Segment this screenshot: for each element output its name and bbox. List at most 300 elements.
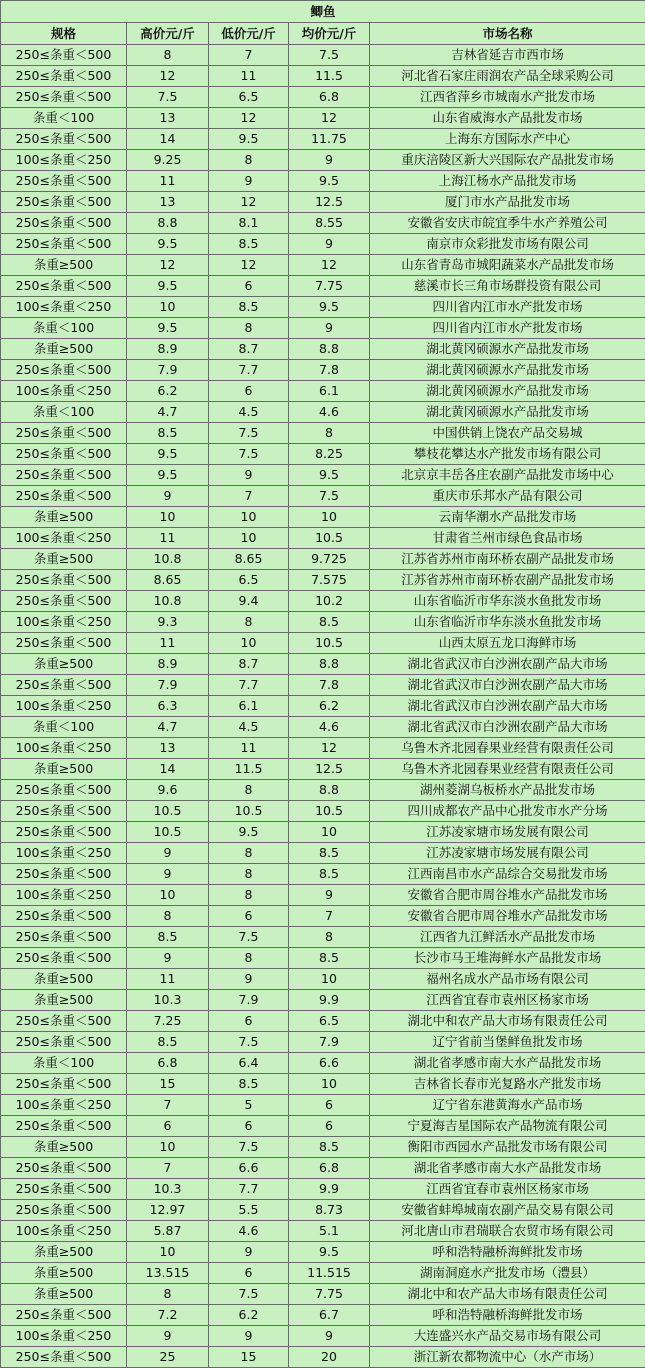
cell-spec: 250≤条重＜500: [1, 864, 127, 885]
cell-high-price: 9: [127, 1326, 209, 1347]
table-row: [1, 738, 645, 759]
cell-market-name: 安徽省蚌埠城南农副产品交易有限公司: [370, 1200, 645, 1221]
cell-spec: 250≤条重＜500: [1, 276, 127, 297]
table-row: [1, 1053, 645, 1074]
table-row: [1, 822, 645, 843]
cell-high-price: 13: [127, 192, 209, 213]
cell-high-price: 8.5: [127, 1032, 209, 1053]
cell-avg-price: 9: [289, 1326, 370, 1347]
cell-spec: 250≤条重＜500: [1, 1305, 127, 1326]
cell-avg-price: 7.5: [289, 486, 370, 507]
cell-spec: 250≤条重＜500: [1, 213, 127, 234]
cell-low-price: 8: [209, 864, 289, 885]
table-row: [1, 507, 645, 528]
table-row: [1, 969, 645, 990]
cell-market-name: 辽宁省东港黄海水产品市场: [370, 1095, 645, 1116]
cell-market-name: 湖州菱湖乌板桥水产品批发市场: [370, 780, 645, 801]
cell-spec: 100≤条重＜250: [1, 612, 127, 633]
cell-spec: 条重≥500: [1, 255, 127, 276]
cell-high-price: 12.97: [127, 1200, 209, 1221]
cell-low-price: 8: [209, 318, 289, 339]
cell-avg-price: 6.1: [289, 381, 370, 402]
table-row: [1, 465, 645, 486]
cell-low-price: 15: [209, 1347, 289, 1368]
table-row: [1, 318, 645, 339]
cell-low-price: 12: [209, 192, 289, 213]
cell-market-name: 河北省石家庄雨润农产品全球采购公司: [370, 66, 645, 87]
cell-market-name: 河北唐山市君瑞联合农贸市场有限公司: [370, 1221, 645, 1242]
cell-market-name: 湖北省孝感市南大水产品批发市场: [370, 1053, 645, 1074]
cell-high-price: 9.5: [127, 234, 209, 255]
table-row: [1, 1116, 645, 1137]
cell-market-name: 江西南昌市水产品综合交易批发市场: [370, 864, 645, 885]
cell-low-price: 8: [209, 612, 289, 633]
cell-avg-price: 10.2: [289, 591, 370, 612]
cell-spec: 条重＜100: [1, 108, 127, 129]
cell-market-name: 山东省临沂市华东淡水鱼批发市场: [370, 591, 645, 612]
table-row: [1, 213, 645, 234]
cell-avg-price: 10.5: [289, 801, 370, 822]
cell-high-price: 7.25: [127, 1011, 209, 1032]
cell-low-price: 6.1: [209, 696, 289, 717]
header-spec: 规格: [1, 23, 127, 45]
table-row: [1, 1242, 645, 1263]
cell-avg-price: 10.5: [289, 633, 370, 654]
cell-market-name: 厦门市水产品批发市场: [370, 192, 645, 213]
cell-low-price: 10: [209, 633, 289, 654]
cell-low-price: 7.7: [209, 360, 289, 381]
cell-avg-price: 10.5: [289, 528, 370, 549]
cell-high-price: 7.9: [127, 675, 209, 696]
table-row: [1, 1095, 645, 1116]
table-row: [1, 297, 645, 318]
table-row: [1, 66, 645, 87]
cell-high-price: 10.8: [127, 591, 209, 612]
cell-spec: 250≤条重＜500: [1, 1116, 127, 1137]
table-row: [1, 1284, 645, 1305]
cell-market-name: 湖北省武汉市白沙洲农副产品大市场: [370, 696, 645, 717]
cell-high-price: 8.9: [127, 339, 209, 360]
cell-low-price: 4.6: [209, 1221, 289, 1242]
cell-spec: 条重＜100: [1, 717, 127, 738]
cell-spec: 条重＜100: [1, 318, 127, 339]
cell-spec: 250≤条重＜500: [1, 423, 127, 444]
cell-high-price: 9.5: [127, 276, 209, 297]
cell-high-price: 8.8: [127, 213, 209, 234]
cell-low-price: 7.9: [209, 990, 289, 1011]
title-row: [1, 1, 645, 23]
cell-low-price: 7.5: [209, 927, 289, 948]
cell-spec: 250≤条重＜500: [1, 192, 127, 213]
cell-low-price: 8: [209, 843, 289, 864]
cell-avg-price: 8.5: [289, 864, 370, 885]
cell-low-price: 8.65: [209, 549, 289, 570]
cell-avg-price: 7.575: [289, 570, 370, 591]
table-row: [1, 801, 645, 822]
cell-spec: 条重≥500: [1, 507, 127, 528]
table-row: [1, 276, 645, 297]
cell-high-price: 9: [127, 843, 209, 864]
cell-spec: 250≤条重＜500: [1, 675, 127, 696]
cell-spec: 条重≥500: [1, 1137, 127, 1158]
table-row: [1, 87, 645, 108]
cell-avg-price: 11.515: [289, 1263, 370, 1284]
cell-market-name: 安徽省合肥市周谷堆水产品批发市场: [370, 906, 645, 927]
cell-low-price: 6: [209, 1116, 289, 1137]
cell-high-price: 8.65: [127, 570, 209, 591]
cell-market-name: 中国供销上饶农产品交易城: [370, 423, 645, 444]
cell-low-price: 9.4: [209, 591, 289, 612]
cell-low-price: 8.7: [209, 339, 289, 360]
cell-avg-price: 12.5: [289, 759, 370, 780]
cell-avg-price: 8: [289, 927, 370, 948]
cell-high-price: 8.5: [127, 927, 209, 948]
table-row: [1, 339, 645, 360]
cell-market-name: 福州名成水产品市场有限公司: [370, 969, 645, 990]
cell-high-price: 10: [127, 297, 209, 318]
cell-high-price: 10: [127, 507, 209, 528]
cell-market-name: 江西省九江鲜活水产品批发市场: [370, 927, 645, 948]
cell-avg-price: 6.7: [289, 1305, 370, 1326]
cell-high-price: 12: [127, 66, 209, 87]
cell-spec: 250≤条重＜500: [1, 66, 127, 87]
cell-low-price: 11.5: [209, 759, 289, 780]
cell-high-price: 9: [127, 948, 209, 969]
cell-low-price: 9.5: [209, 129, 289, 150]
cell-market-name: 甘肃省兰州市绿色食品市场: [370, 528, 645, 549]
cell-market-name: 江苏省苏州市南环桥农副产品批发市场: [370, 549, 645, 570]
cell-low-price: 5.5: [209, 1200, 289, 1221]
cell-low-price: 6: [209, 1011, 289, 1032]
header-avg-price: 均价元/斤: [289, 23, 370, 45]
cell-low-price: 11: [209, 66, 289, 87]
cell-market-name: 江苏凌家塘市场发展有限公司: [370, 843, 645, 864]
cell-low-price: 6.5: [209, 87, 289, 108]
cell-spec: 250≤条重＜500: [1, 801, 127, 822]
cell-spec: 条重≥500: [1, 969, 127, 990]
cell-high-price: 14: [127, 759, 209, 780]
cell-high-price: 9.25: [127, 150, 209, 171]
cell-spec: 条重≥500: [1, 1284, 127, 1305]
cell-low-price: 9: [209, 171, 289, 192]
table-row: [1, 1347, 645, 1368]
table-row: [1, 843, 645, 864]
cell-avg-price: 20: [289, 1347, 370, 1368]
cell-spec: 250≤条重＜500: [1, 1347, 127, 1368]
table-row: [1, 675, 645, 696]
cell-low-price: 7: [209, 486, 289, 507]
table-body: [1, 45, 645, 1368]
table-row: [1, 192, 645, 213]
cell-spec: 条重≥500: [1, 339, 127, 360]
cell-spec: 250≤条重＜500: [1, 780, 127, 801]
cell-spec: 100≤条重＜250: [1, 150, 127, 171]
cell-avg-price: 7.75: [289, 1284, 370, 1305]
cell-spec: 条重≥500: [1, 549, 127, 570]
cell-market-name: 宁夏海吉星国际农产品物流有限公司: [370, 1116, 645, 1137]
table-row: [1, 696, 645, 717]
cell-avg-price: 7.9: [289, 1032, 370, 1053]
cell-market-name: 湖南洞庭水产批发市场（澧县）: [370, 1263, 645, 1284]
cell-high-price: 13.515: [127, 1263, 209, 1284]
cell-market-name: 山东省临沂市华东淡水鱼批发市场: [370, 612, 645, 633]
cell-spec: 250≤条重＜500: [1, 906, 127, 927]
cell-spec: 250≤条重＜500: [1, 591, 127, 612]
cell-low-price: 8: [209, 885, 289, 906]
cell-market-name: 湖北省武汉市白沙洲农副产品大市场: [370, 675, 645, 696]
cell-market-name: 江西省萍乡市城南水产批发市场: [370, 87, 645, 108]
cell-high-price: 10: [127, 885, 209, 906]
table-row: [1, 717, 645, 738]
cell-avg-price: 9.9: [289, 990, 370, 1011]
cell-high-price: 7.9: [127, 360, 209, 381]
cell-market-name: 重庆市乐邦水产品有限公司: [370, 486, 645, 507]
cell-avg-price: 8.25: [289, 444, 370, 465]
cell-avg-price: 8.8: [289, 780, 370, 801]
table-row: [1, 444, 645, 465]
table-title: 鲫鱼: [1, 1, 645, 23]
cell-spec: 250≤条重＜500: [1, 927, 127, 948]
cell-high-price: 4.7: [127, 402, 209, 423]
cell-spec: 100≤条重＜250: [1, 1326, 127, 1347]
cell-high-price: 6.2: [127, 381, 209, 402]
cell-market-name: 江西省宜春市袁州区杨家市场: [370, 1179, 645, 1200]
cell-high-price: 8.9: [127, 654, 209, 675]
cell-spec: 100≤条重＜250: [1, 528, 127, 549]
header-low-price: 低价元/斤: [209, 23, 289, 45]
cell-high-price: 10: [127, 1242, 209, 1263]
cell-high-price: 11: [127, 633, 209, 654]
cell-avg-price: 7.8: [289, 360, 370, 381]
cell-market-name: 吉林省延吉市西市场: [370, 45, 645, 66]
cell-spec: 100≤条重＜250: [1, 738, 127, 759]
cell-spec: 250≤条重＜500: [1, 1032, 127, 1053]
cell-market-name: 江西省宜春市袁州区杨家市场: [370, 990, 645, 1011]
table-row: [1, 927, 645, 948]
cell-high-price: 6.8: [127, 1053, 209, 1074]
cell-market-name: 湖北黄冈硕源水产品批发市场: [370, 381, 645, 402]
cell-spec: 条重＜100: [1, 1053, 127, 1074]
cell-spec: 条重＜100: [1, 402, 127, 423]
cell-high-price: 7: [127, 1158, 209, 1179]
cell-avg-price: 5.1: [289, 1221, 370, 1242]
table-row: [1, 171, 645, 192]
cell-spec: 条重≥500: [1, 1242, 127, 1263]
cell-market-name: 北京京丰岳各庄农副产品批发市场中心: [370, 465, 645, 486]
cell-market-name: 江苏省苏州市南环桥农副产品批发市场: [370, 570, 645, 591]
cell-high-price: 9: [127, 864, 209, 885]
cell-avg-price: 8: [289, 423, 370, 444]
cell-market-name: 山东省青岛市城阳蔬菜水产品批发市场: [370, 255, 645, 276]
cell-spec: 250≤条重＜500: [1, 171, 127, 192]
cell-spec: 250≤条重＜500: [1, 1200, 127, 1221]
cell-low-price: 9: [209, 1326, 289, 1347]
cell-market-name: 乌鲁木齐北园春果业经营有限责任公司: [370, 738, 645, 759]
cell-low-price: 8: [209, 150, 289, 171]
cell-spec: 100≤条重＜250: [1, 381, 127, 402]
cell-high-price: 9.5: [127, 444, 209, 465]
cell-avg-price: 10: [289, 507, 370, 528]
cell-avg-price: 9.725: [289, 549, 370, 570]
cell-avg-price: 9: [289, 885, 370, 906]
cell-spec: 条重≥500: [1, 990, 127, 1011]
cell-high-price: 6.3: [127, 696, 209, 717]
cell-avg-price: 8.5: [289, 843, 370, 864]
cell-low-price: 8.5: [209, 297, 289, 318]
cell-avg-price: 9.5: [289, 465, 370, 486]
table-row: [1, 1326, 645, 1347]
cell-high-price: 10.5: [127, 801, 209, 822]
cell-low-price: 5: [209, 1095, 289, 1116]
cell-spec: 100≤条重＜250: [1, 297, 127, 318]
cell-high-price: 8.5: [127, 423, 209, 444]
cell-avg-price: 4.6: [289, 402, 370, 423]
cell-spec: 250≤条重＜500: [1, 234, 127, 255]
cell-spec: 100≤条重＜250: [1, 696, 127, 717]
cell-avg-price: 10: [289, 969, 370, 990]
cell-avg-price: 6: [289, 1095, 370, 1116]
cell-avg-price: 9: [289, 150, 370, 171]
table-row: [1, 570, 645, 591]
cell-avg-price: 9.5: [289, 1242, 370, 1263]
table-row: [1, 1263, 645, 1284]
table-row: [1, 129, 645, 150]
cell-high-price: 11: [127, 171, 209, 192]
cell-market-name: 安徽省安庆市皖宜季牛水产养殖公司: [370, 213, 645, 234]
cell-low-price: 12: [209, 108, 289, 129]
cell-spec: 250≤条重＜500: [1, 1074, 127, 1095]
cell-spec: 250≤条重＜500: [1, 87, 127, 108]
cell-avg-price: 9: [289, 234, 370, 255]
table-row: [1, 45, 645, 66]
cell-high-price: 8: [127, 906, 209, 927]
cell-high-price: 25: [127, 1347, 209, 1368]
cell-low-price: 6: [209, 276, 289, 297]
cell-spec: 100≤条重＜250: [1, 1221, 127, 1242]
cell-high-price: 9.5: [127, 465, 209, 486]
cell-market-name: 湖北黄冈硕源水产品批发市场: [370, 360, 645, 381]
cell-market-name: 衡阳市西园水产品批发市场有限公司: [370, 1137, 645, 1158]
table-row: [1, 255, 645, 276]
cell-high-price: 8: [127, 45, 209, 66]
cell-high-price: 9.5: [127, 318, 209, 339]
table-row: [1, 633, 645, 654]
cell-avg-price: 6.5: [289, 1011, 370, 1032]
cell-market-name: 乌鲁木齐北园春果业经营有限责任公司: [370, 759, 645, 780]
cell-low-price: 8.5: [209, 1074, 289, 1095]
cell-avg-price: 8.5: [289, 612, 370, 633]
cell-low-price: 9.5: [209, 822, 289, 843]
cell-spec: 250≤条重＜500: [1, 444, 127, 465]
cell-market-name: 四川省内江市水产批发市场: [370, 297, 645, 318]
cell-avg-price: 12: [289, 108, 370, 129]
cell-low-price: 10.5: [209, 801, 289, 822]
header-high-price: 高价元/斤: [127, 23, 209, 45]
cell-low-price: 7.5: [209, 1284, 289, 1305]
cell-high-price: 10.3: [127, 1179, 209, 1200]
cell-market-name: 攀枝花攀达水产批发市场有限公司: [370, 444, 645, 465]
cell-low-price: 8: [209, 780, 289, 801]
cell-spec: 100≤条重＜250: [1, 885, 127, 906]
cell-avg-price: 6.6: [289, 1053, 370, 1074]
cell-market-name: 四川成都农产品中心批发市水产分场: [370, 801, 645, 822]
cell-avg-price: 8.8: [289, 654, 370, 675]
cell-market-name: 上海江杨水产品批发市场: [370, 171, 645, 192]
cell-high-price: 9: [127, 486, 209, 507]
cell-low-price: 4.5: [209, 402, 289, 423]
cell-low-price: 6.2: [209, 1305, 289, 1326]
cell-spec: 250≤条重＜500: [1, 1011, 127, 1032]
cell-low-price: 12: [209, 255, 289, 276]
table-row: [1, 885, 645, 906]
cell-low-price: 9: [209, 969, 289, 990]
table-row: [1, 234, 645, 255]
cell-low-price: 7.5: [209, 423, 289, 444]
cell-avg-price: 7.5: [289, 45, 370, 66]
cell-low-price: 9: [209, 1242, 289, 1263]
cell-high-price: 11: [127, 969, 209, 990]
cell-spec: 250≤条重＜500: [1, 633, 127, 654]
cell-low-price: 4.5: [209, 717, 289, 738]
cell-market-name: 湖北黄冈硕源水产品批发市场: [370, 402, 645, 423]
cell-low-price: 9: [209, 465, 289, 486]
cell-market-name: 山西太原五龙口海鲜市场: [370, 633, 645, 654]
cell-high-price: 10.5: [127, 822, 209, 843]
cell-market-name: 吉林省长春市光复路水产批发市场: [370, 1074, 645, 1095]
cell-avg-price: 7: [289, 906, 370, 927]
cell-spec: 250≤条重＜500: [1, 486, 127, 507]
cell-spec: 100≤条重＜250: [1, 1095, 127, 1116]
cell-spec: 100≤条重＜250: [1, 843, 127, 864]
cell-avg-price: 12: [289, 738, 370, 759]
cell-spec: 250≤条重＜500: [1, 129, 127, 150]
cell-spec: 250≤条重＜500: [1, 465, 127, 486]
table-row: [1, 1179, 645, 1200]
cell-low-price: 7.5: [209, 1032, 289, 1053]
cell-avg-price: 8.5: [289, 948, 370, 969]
cell-high-price: 7.2: [127, 1305, 209, 1326]
table-row: [1, 1305, 645, 1326]
cell-low-price: 7: [209, 45, 289, 66]
cell-low-price: 7.5: [209, 1137, 289, 1158]
cell-market-name: 江苏凌家塘市场发展有限公司: [370, 822, 645, 843]
cell-spec: 250≤条重＜500: [1, 822, 127, 843]
cell-spec: 250≤条重＜500: [1, 1158, 127, 1179]
cell-high-price: 9.6: [127, 780, 209, 801]
table-row: [1, 402, 645, 423]
cell-market-name: 湖北省孝感市南大水产品批发市场: [370, 1158, 645, 1179]
cell-avg-price: 8.5: [289, 1137, 370, 1158]
cell-spec: 条重≥500: [1, 1263, 127, 1284]
table-row: [1, 423, 645, 444]
cell-avg-price: 7.75: [289, 276, 370, 297]
table-row: [1, 1032, 645, 1053]
cell-market-name: 长沙市马王堆海鲜水产品批发市场: [370, 948, 645, 969]
cell-high-price: 9.3: [127, 612, 209, 633]
cell-market-name: 湖北中和农产品大市场有限责任公司: [370, 1011, 645, 1032]
cell-avg-price: 4.6: [289, 717, 370, 738]
cell-low-price: 7.7: [209, 675, 289, 696]
cell-spec: 250≤条重＜500: [1, 1179, 127, 1200]
cell-high-price: 14: [127, 129, 209, 150]
cell-high-price: 5.87: [127, 1221, 209, 1242]
cell-high-price: 13: [127, 108, 209, 129]
table-row: [1, 591, 645, 612]
cell-low-price: 8: [209, 948, 289, 969]
table-row: [1, 948, 645, 969]
cell-market-name: 慈溪市长三角市场群投资有限公司: [370, 276, 645, 297]
cell-market-name: 浙江新农都物流中心（水产市场）: [370, 1347, 645, 1368]
